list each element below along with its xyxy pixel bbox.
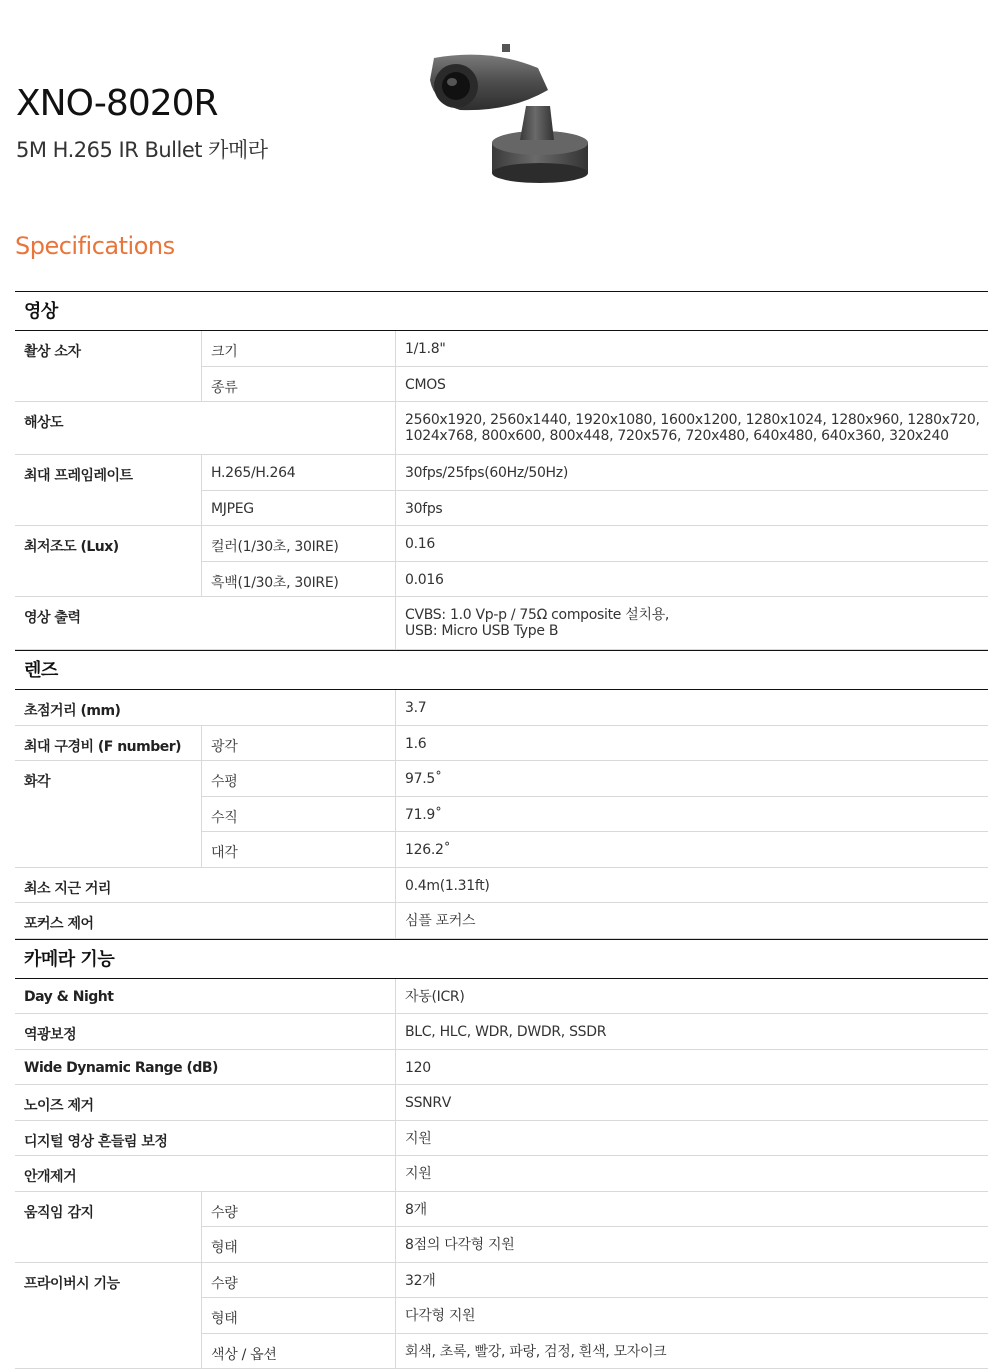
row-value: 97.5˚ (395, 761, 988, 797)
section-title-lens: 렌즈 (15, 650, 988, 690)
table-row (15, 979, 988, 1015)
table-row (15, 726, 988, 762)
model-name: XNO-8020R (16, 82, 268, 126)
row-value: 30fps (395, 491, 988, 526)
row-value: 0.16 (395, 526, 988, 562)
camera-product-image (420, 40, 590, 190)
row-sublabel: 형태 (201, 1227, 395, 1262)
table-row (15, 597, 988, 650)
row-sublabel: 수량 (201, 1263, 395, 1299)
row-sublabel: 수직 (201, 797, 395, 833)
row-label: 해상도 (15, 402, 395, 454)
table-row (15, 797, 988, 833)
table-row (15, 1156, 988, 1192)
row-label: 노이즈 제거 (15, 1085, 395, 1120)
row-label (15, 797, 201, 833)
row-value: 1/1.8" (395, 331, 988, 367)
row-value: SSNRⅤ (395, 1085, 988, 1120)
row-sublabel: 수량 (201, 1192, 395, 1228)
table-row (15, 690, 988, 726)
section-title-video: 영상 (15, 291, 988, 331)
table-row (15, 562, 988, 598)
row-label: 영상 출력 (15, 597, 395, 649)
row-value (395, 597, 988, 649)
row-sublabel: 형태 (201, 1298, 395, 1334)
row-label: 최저조도 (Lux) (15, 526, 201, 562)
row-sublabel: 종류 (201, 367, 395, 402)
row-label (15, 1227, 201, 1262)
table-row (15, 1014, 988, 1050)
product-header (16, 82, 268, 164)
row-value: 지원 (395, 1121, 988, 1156)
row-label (15, 367, 201, 402)
row-value: 71.9˚ (395, 797, 988, 833)
table-row (15, 1334, 988, 1369)
row-label: 화각 (15, 761, 201, 797)
row-label: 프라이버시 기능 (15, 1263, 201, 1299)
row-sublabel: H.265/H.264 (201, 455, 395, 491)
table-row (15, 903, 988, 939)
row-label: 최소 지근 거리 (15, 868, 395, 903)
row-value: 0.016 (395, 562, 988, 597)
row-value: 0.4m(1.31ft) (395, 868, 988, 903)
row-sublabel: 크기 (201, 331, 395, 367)
row-sublabel: MJPEG (201, 491, 395, 526)
table-row (15, 1298, 988, 1334)
spec-table (15, 291, 988, 1369)
table-row (15, 491, 988, 527)
row-label: 최대 프레임레이트 (15, 455, 201, 491)
value-line: CVBS: 1.0 Vp-p / 75Ω composite 설치용, (405, 607, 988, 623)
row-value: 8점의 다각형 지원 (395, 1227, 988, 1262)
row-label (15, 1298, 201, 1334)
row-value: 3.7 (395, 690, 988, 725)
row-value: 1.6 (395, 726, 988, 761)
row-label (15, 491, 201, 526)
row-label (15, 1334, 201, 1369)
table-row (15, 1263, 988, 1299)
row-value: 8개 (395, 1192, 988, 1228)
row-value: 심플 포커스 (395, 903, 988, 938)
row-value: 다각형 지원 (395, 1298, 988, 1334)
table-row (15, 832, 988, 868)
table-row (15, 367, 988, 403)
row-label: 역광보정 (15, 1014, 395, 1049)
row-value: BLC, HLC, WDR, DWDR, SSDR (395, 1014, 988, 1049)
table-row (15, 1050, 988, 1086)
row-sublabel: 색상 / 옵션 (201, 1334, 395, 1369)
row-label: Day & Night (15, 979, 395, 1014)
table-row (15, 1121, 988, 1157)
product-subtitle: 5M H.265 IR Bullet 카메라 (16, 134, 268, 164)
row-label: 디지털 영상 흔들림 보정 (15, 1121, 395, 1156)
table-row (15, 1085, 988, 1121)
table-row (15, 526, 988, 562)
table-row (15, 761, 988, 797)
row-value: 2560x1920, 2560x1440, 1920x1080, 1600x1200, 1280x1024, 1280x960, 1280x720, 1024x768, 800x600, 800x448, 720x576, 720x480, 640x480, 640x360, 320x240 (395, 402, 988, 454)
row-sublabel: 수평 (201, 761, 395, 797)
row-label: 움직임 감지 (15, 1192, 201, 1228)
row-sublabel: 컬러(1/30초, 30IRE) (201, 526, 395, 562)
row-value: 32개 (395, 1263, 988, 1299)
row-value: 지원 (395, 1156, 988, 1191)
row-sublabel: 흑백(1/30초, 30IRE) (201, 562, 395, 597)
value-line: USB: Micro USB Type B (405, 623, 988, 639)
row-label: 안개제거 (15, 1156, 395, 1191)
table-row (15, 455, 988, 491)
table-row (15, 331, 988, 367)
row-value: CMOS (395, 367, 988, 402)
row-label (15, 832, 201, 867)
row-label: Wide Dynamic Range (dB) (15, 1050, 395, 1085)
table-row (15, 402, 988, 455)
section-title-camera-functions: 카메라 기능 (15, 939, 988, 979)
table-row (15, 1227, 988, 1263)
row-label: 최대 구경비 (F number) (15, 726, 201, 761)
row-label (15, 562, 201, 597)
row-value: 회색, 초록, 빨강, 파랑, 검정, 흰색, 모자이크 (395, 1334, 988, 1369)
specifications-heading: Specifications (15, 232, 175, 260)
row-sublabel: 대각 (201, 832, 395, 867)
row-label: 포커스 제어 (15, 903, 395, 938)
table-row (15, 1192, 988, 1228)
table-row (15, 868, 988, 904)
row-label: 초점거리 (mm) (15, 690, 395, 725)
row-value: 126.2˚ (395, 832, 988, 867)
row-value: 30fps/25fps(60Hz/50Hz) (395, 455, 988, 491)
row-label: 촬상 소자 (15, 331, 201, 367)
row-sublabel: 광각 (201, 726, 395, 761)
row-value: 120 (395, 1050, 988, 1085)
row-value: 자동(ICR) (395, 979, 988, 1014)
